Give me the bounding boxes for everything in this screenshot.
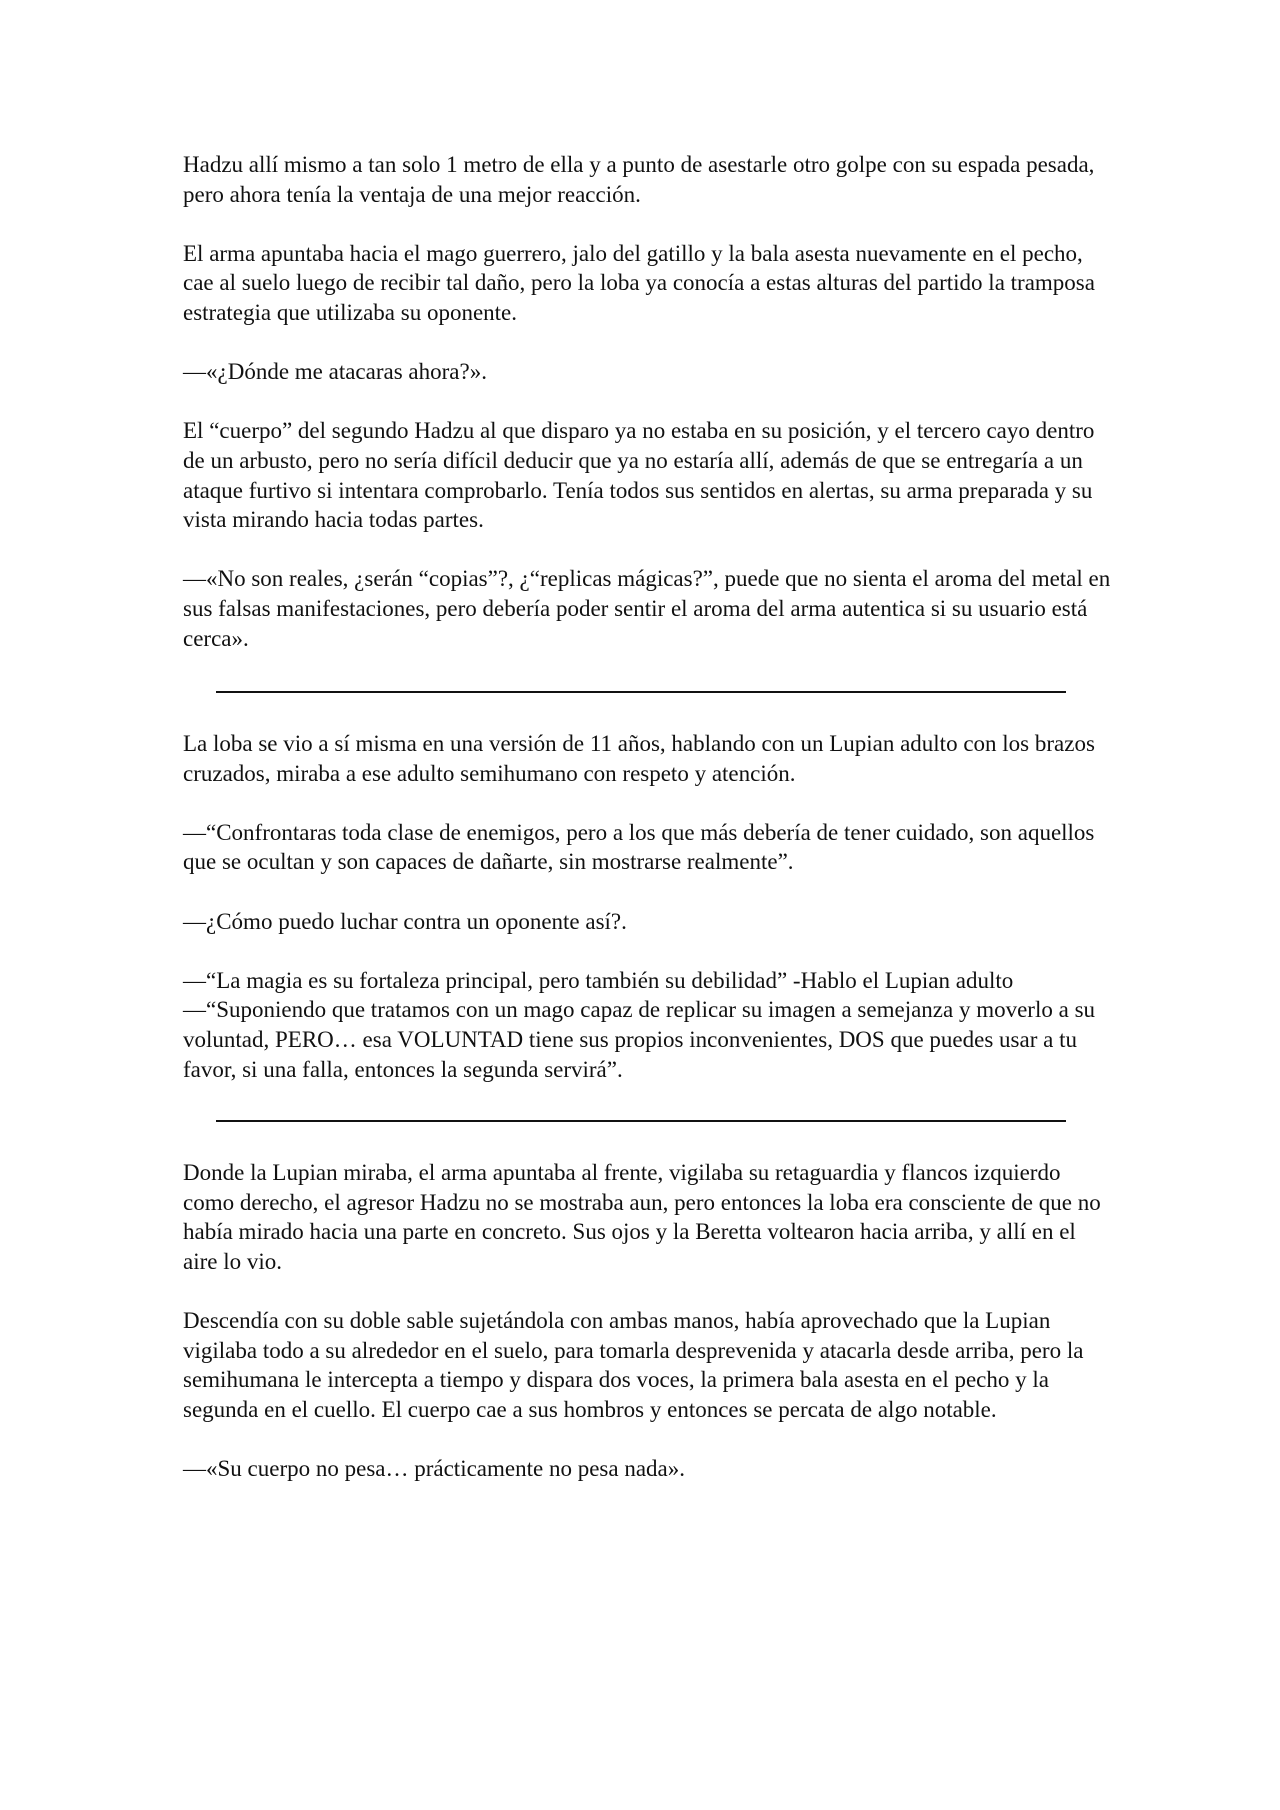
document-page (183, 150, 1113, 1513)
paragraph: —“Confrontaras toda clase de enemigos, pero a los que más debería de tener cuidado, son aquellos que se ocultan y son capaces de dañarte, sin mostrarse realmente”. (183, 819, 1095, 875)
paragraph: —«¿Dónde me atacaras ahora?». (183, 359, 487, 385)
paragraph: Donde la Lupian miraba, el arma apuntaba al frente, vigilaba su retaguardia y flancos izquierdo como derecho, el agresor Hadzu no se mostraba aun, pero entonces la loba era consciente de que no había mirado hacia una parte en concreto. Sus ojos y la Beretta voltearon hacia arriba, y allí en el aire lo vio. (183, 1160, 1101, 1274)
paragraph: Hadzu allí mismo a tan solo 1 metro de ella y a punto de asestarle otro golpe con su espada pesada, pero ahora tenía la ventaja de una mejor reacción. (183, 152, 1095, 207)
paragraph: —«No son reales, ¿serán “copias”?, ¿“replicas mágicas?”, puede que no sienta el aroma del metal en sus falsas manifestaciones, pero debería poder sentir el aroma del arma autentica si su usuario está cerca». (183, 566, 1111, 651)
section-divider (216, 1120, 1066, 1122)
paragraph: La loba se vio a sí misma en una versión de 11 años, hablando con un Lupian adulto con los brazos cruzados, miraba a ese adulto semihumano con respeto y atención. (183, 731, 1095, 786)
section-2 (183, 729, 1113, 1084)
paragraph: Descendía con su doble sable sujetándola con ambas manos, había aprovechado que la Lupian vigilaba todo a su alrededor en el suelo, para tomarla desprevenida y atacarla desde arriba, pero la semihumana le intercepta a tiempo y dispara dos voces, la primera bala asesta en el pecho y la segunda en el cuello. El cuerpo cae a sus hombros y entonces se percata de algo notable. (183, 1308, 1084, 1422)
section-divider (216, 691, 1066, 693)
paragraph: —«Su cuerpo no pesa… prácticamente no pesa nada». (183, 1456, 685, 1482)
section-3 (183, 1158, 1113, 1484)
paragraph: El arma apuntaba hacia el mago guerrero, jalo del gatillo y la bala asesta nuevamente en el pecho, cae al suelo luego de recibir tal daño, pero la loba ya conocía a estas alturas del partido la tramposa estrategia que utilizaba su oponente. (183, 240, 1095, 325)
paragraph: El “cuerpo” del segundo Hadzu al que disparo ya no estaba en su posición, y el tercero cayo dentro de un arbusto, pero no sería difícil deducir que ya no estaría allí, además de que se entregaría a un ataque furtivo si intentara comprobarlo. Tenía todos sus sentidos en alertas, su arma preparada y su vista mirando hacia todas partes. (183, 418, 1095, 533)
paragraph: —¿Cómo puedo luchar contra un oponente así?. (183, 908, 627, 934)
paragraph: —“La magia es su fortaleza principal, pero también su debilidad” -Hablo el Lupian adulto —“Suponiendo que tratamos con un mago capaz de replicar su imagen a semejanza y moverlo a su voluntad, PERO… esa VOLUNTAD tiene sus propios inconvenientes, DOS que puedes usar a tu favor, si una falla, entonces la segunda servirá”. (183, 967, 1096, 1082)
section-1 (183, 150, 1113, 653)
